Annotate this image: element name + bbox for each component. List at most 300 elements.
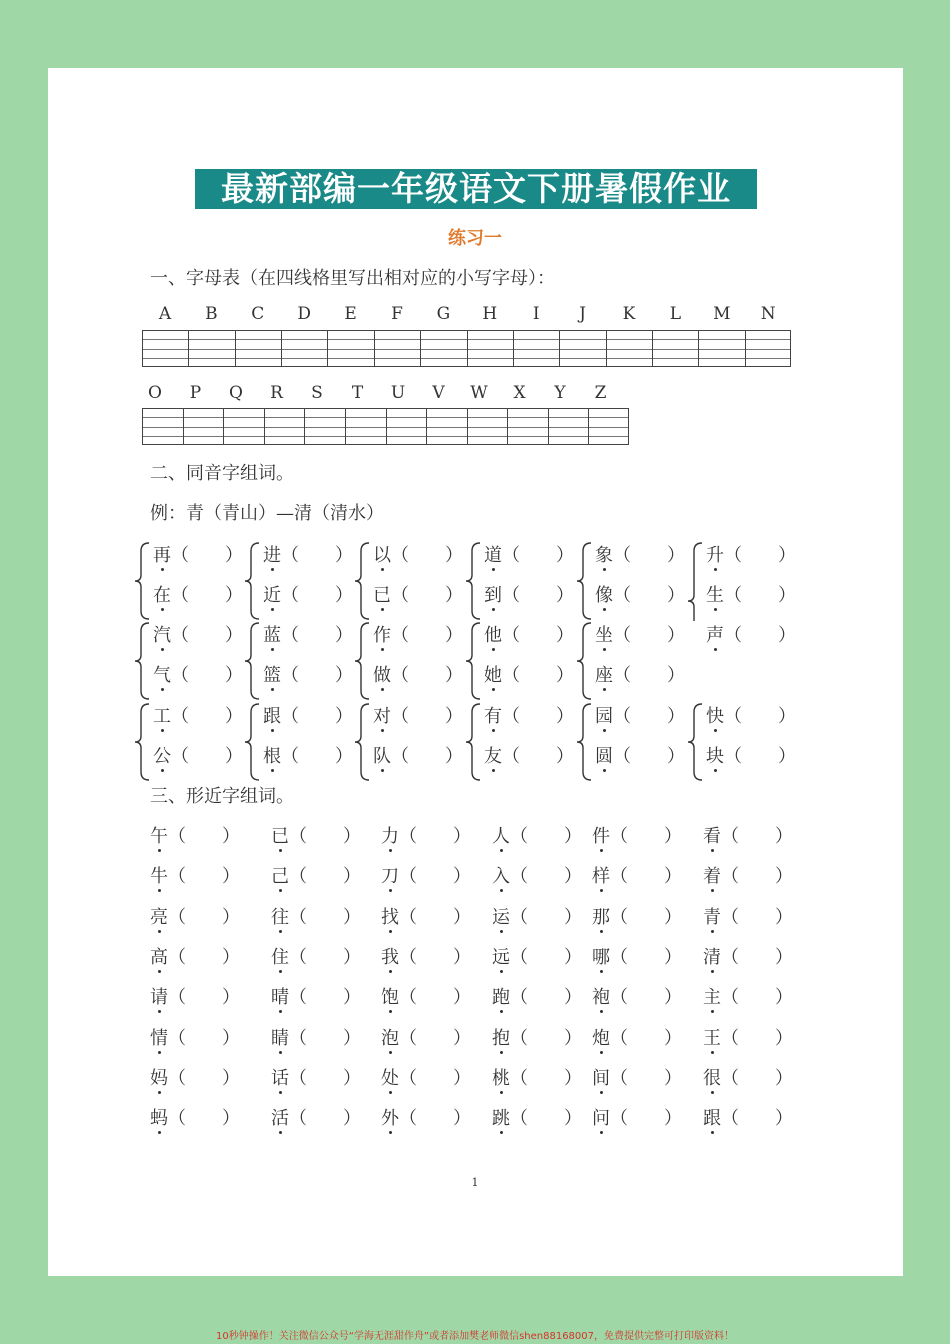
similar-char-item	[492, 1104, 582, 1130]
answer-blank[interactable]: （ ）	[281, 545, 353, 566]
answer-blank[interactable]: （ ）	[610, 1027, 682, 1049]
answer-blank[interactable]: （ ）	[721, 946, 793, 968]
answer-blank[interactable]: （ ）	[391, 545, 463, 566]
answer-blank[interactable]: （ ）	[502, 625, 574, 646]
homophone-item	[484, 702, 574, 728]
answer-blank[interactable]: （ ）	[289, 1027, 361, 1049]
answer-blank[interactable]: （ ）	[610, 906, 682, 928]
letter-label: P	[189, 383, 202, 403]
target-char: 桃	[492, 1064, 510, 1090]
grid-cell-divider	[426, 409, 427, 444]
homophone-item	[595, 541, 685, 567]
curly-brace-icon	[133, 702, 151, 782]
target-char: 活	[271, 1104, 289, 1130]
similar-char-item	[703, 943, 793, 969]
letter-label: B	[205, 304, 218, 324]
target-char: 住	[271, 943, 289, 969]
answer-blank[interactable]: （ ）	[399, 987, 471, 1009]
homophone-item	[484, 541, 574, 567]
answer-blank[interactable]: （ ）	[502, 585, 574, 606]
target-char: 在	[153, 581, 171, 607]
similar-char-item	[271, 903, 361, 929]
target-char: 园	[595, 702, 613, 728]
homophone-item	[373, 702, 463, 728]
similar-char-item	[492, 903, 582, 929]
grid-cell-divider	[281, 331, 282, 366]
target-char: 找	[381, 903, 399, 929]
similar-char-item	[703, 1104, 793, 1130]
four-line-grid-1[interactable]	[142, 330, 791, 367]
curly-brace-icon	[243, 541, 261, 621]
homophone-item	[484, 742, 574, 768]
answer-blank[interactable]: （ ）	[510, 866, 582, 888]
homophone-pair	[133, 541, 243, 621]
target-char: 青	[703, 903, 721, 929]
answer-blank[interactable]: （ ）	[399, 1108, 471, 1130]
grid-cell-divider	[698, 331, 699, 366]
homophone-pair	[133, 702, 243, 782]
answer-blank[interactable]: （ ）	[168, 1027, 240, 1049]
answer-blank[interactable]: （ ）	[289, 987, 361, 1009]
curly-brace-icon	[575, 541, 593, 621]
curly-brace-icon	[575, 702, 593, 782]
target-char: 泡	[381, 1024, 399, 1050]
homophone-item	[153, 742, 243, 768]
example-line: 例：青（青山）—清（清水）	[150, 503, 384, 524]
target-char: 气	[153, 661, 171, 687]
target-char: 象	[595, 541, 613, 567]
homophone-pair	[464, 702, 574, 782]
answer-blank[interactable]: （ ）	[721, 866, 793, 888]
homophone-pair	[353, 621, 463, 701]
answer-blank[interactable]: （ ）	[281, 585, 353, 606]
answer-blank[interactable]: （ ）	[171, 665, 243, 686]
target-char: 公	[153, 742, 171, 768]
target-char: 近	[263, 581, 281, 607]
answer-blank[interactable]: （ ）	[721, 1108, 793, 1130]
homophone-item	[263, 541, 353, 567]
homophone-item	[595, 702, 685, 728]
homophone-item	[263, 661, 353, 687]
homophone-pair	[243, 621, 353, 701]
target-char: 问	[592, 1104, 610, 1130]
answer-blank[interactable]: （ ）	[289, 1067, 361, 1089]
homophone-item	[373, 661, 463, 687]
grid-cell-divider	[235, 331, 236, 366]
target-char: 蚂	[150, 1104, 168, 1130]
target-char: 入	[492, 862, 510, 888]
homophone-item	[706, 702, 796, 728]
answer-blank[interactable]: （ ）	[289, 1108, 361, 1130]
target-char: 情	[150, 1024, 168, 1050]
grid-cell-divider	[304, 409, 305, 444]
curly-brace-icon	[464, 702, 482, 782]
homophone-item	[595, 621, 685, 647]
target-char: 睛	[271, 1024, 289, 1050]
answer-blank[interactable]: （ ）	[171, 545, 243, 566]
target-char: 汽	[153, 621, 171, 647]
homophone-item	[153, 661, 243, 687]
answer-blank[interactable]: （ ）	[171, 706, 243, 727]
grid-cell-divider	[606, 331, 607, 366]
grid-cell-divider	[652, 331, 653, 366]
grid-cell-divider	[559, 331, 560, 366]
similar-char-item	[592, 1024, 682, 1050]
target-char: 力	[381, 822, 399, 848]
answer-blank[interactable]: （ ）	[399, 906, 471, 928]
curly-brace-icon	[686, 702, 704, 782]
similar-char-item	[150, 943, 240, 969]
similar-char-item	[592, 1064, 682, 1090]
answer-blank[interactable]: （ ）	[510, 1027, 582, 1049]
target-char: 刀	[381, 862, 399, 888]
similar-char-item	[150, 1104, 240, 1130]
curly-brace-icon	[243, 621, 261, 701]
answer-blank[interactable]: （ ）	[391, 665, 463, 686]
homophone-pair	[686, 541, 796, 661]
similar-char-item	[271, 1064, 361, 1090]
homophone-item	[263, 581, 353, 607]
answer-blank[interactable]: （ ）	[171, 746, 243, 767]
answer-blank[interactable]: （ ）	[510, 946, 582, 968]
homophone-item	[595, 742, 685, 768]
similar-char-item	[703, 1024, 793, 1050]
target-char: 到	[484, 581, 502, 607]
similar-char-item	[150, 1064, 240, 1090]
letter-label: Z	[594, 383, 607, 403]
exercise-subtitle: 练习一	[448, 228, 502, 249]
target-char: 再	[153, 541, 171, 567]
target-char: 道	[484, 541, 502, 567]
answer-blank[interactable]: （ ）	[613, 545, 685, 566]
target-char: 她	[484, 661, 502, 687]
answer-blank[interactable]: （ ）	[721, 1067, 793, 1089]
target-char: 升	[706, 541, 724, 567]
grid-cell-divider	[513, 331, 514, 366]
homophone-item	[595, 661, 685, 687]
similar-char-item	[150, 1024, 240, 1050]
answer-blank[interactable]: （ ）	[610, 987, 682, 1009]
letter-label: G	[436, 304, 451, 324]
target-char: 工	[153, 702, 171, 728]
homophone-item	[373, 742, 463, 768]
answer-blank[interactable]: （ ）	[289, 946, 361, 968]
target-char: 请	[150, 983, 168, 1009]
footer-notice: 10秒钟操作！关注微信公众号“学海无涯甜作舟”或者添加樊老师微信shen88168007，免费提供完整可打印版资料！	[215, 1331, 735, 1342]
homophone-item	[706, 742, 796, 768]
grid-cell-divider	[507, 409, 508, 444]
homophone-item	[373, 541, 463, 567]
curly-brace-icon	[686, 541, 704, 621]
curly-brace-icon	[353, 541, 371, 621]
letters-row-2	[0, 383, 950, 405]
answer-blank[interactable]: （ ）	[613, 706, 685, 727]
similar-char-item	[271, 862, 361, 888]
letter-label: O	[148, 383, 162, 403]
similar-char-item	[381, 822, 471, 848]
target-char: 跳	[492, 1104, 510, 1130]
letter-label: R	[270, 383, 283, 403]
target-char: 间	[592, 1064, 610, 1090]
answer-blank[interactable]: （ ）	[281, 625, 353, 646]
target-char: 跟	[703, 1104, 721, 1130]
letter-label: I	[532, 304, 540, 324]
homophone-pair	[575, 621, 685, 701]
similar-char-item	[592, 862, 682, 888]
homophone-item	[153, 702, 243, 728]
similar-char-item	[381, 983, 471, 1009]
letter-label: N	[760, 304, 776, 324]
letter-label: L	[669, 304, 682, 324]
homophone-item	[373, 581, 463, 607]
target-char: 炮	[592, 1024, 610, 1050]
homophone-pair	[243, 702, 353, 782]
answer-blank[interactable]: （ ）	[289, 906, 361, 928]
target-char: 话	[271, 1064, 289, 1090]
answer-blank[interactable]: （ ）	[724, 746, 796, 767]
target-char: 对	[373, 702, 391, 728]
similar-char-item	[492, 983, 582, 1009]
similar-char-item	[150, 862, 240, 888]
similar-char-item	[703, 903, 793, 929]
answer-blank[interactable]: （ ）	[168, 1067, 240, 1089]
target-char: 圆	[595, 742, 613, 768]
homophone-pair	[575, 541, 685, 621]
target-char: 生	[706, 581, 724, 607]
grid-cell-divider	[467, 331, 468, 366]
similar-char-item	[150, 822, 240, 848]
answer-blank[interactable]: （ ）	[168, 987, 240, 1009]
worksheet-title: 最新部编一年级语文下册暑假作业	[195, 169, 757, 209]
answer-blank[interactable]: （ ）	[171, 585, 243, 606]
similar-char-item	[271, 1104, 361, 1130]
section-1-heading: 一、字母表（在四线格里写出相对应的小写字母）：	[150, 268, 555, 289]
answer-blank[interactable]: （ ）	[289, 866, 361, 888]
target-char: 队	[373, 742, 391, 768]
grid-cell-divider	[183, 409, 184, 444]
answer-blank[interactable]: （ ）	[502, 706, 574, 727]
target-char: 已	[373, 581, 391, 607]
letter-label: Y	[554, 383, 566, 403]
answer-blank[interactable]: （ ）	[510, 906, 582, 928]
answer-blank[interactable]: （ ）	[168, 906, 240, 928]
answer-blank[interactable]: （ ）	[391, 585, 463, 606]
letters-row-1	[0, 304, 950, 326]
answer-blank[interactable]: （ ）	[281, 706, 353, 727]
target-char: 主	[703, 983, 721, 1009]
answer-blank[interactable]: （ ）	[610, 1108, 682, 1130]
curly-brace-icon	[353, 621, 371, 701]
target-char: 运	[492, 903, 510, 929]
letter-label: K	[622, 304, 636, 324]
letter-label: T	[351, 383, 364, 403]
page-number: 1	[471, 1176, 479, 1189]
answer-blank[interactable]: （ ）	[502, 746, 574, 767]
answer-blank[interactable]: （ ）	[510, 987, 582, 1009]
answer-blank[interactable]: （ ）	[168, 826, 240, 847]
homophone-item	[263, 621, 353, 647]
similar-char-item	[381, 1104, 471, 1130]
target-char: 以	[373, 541, 391, 567]
target-char: 快	[706, 702, 724, 728]
target-char: 袍	[592, 983, 610, 1009]
similar-char-item	[592, 983, 682, 1009]
target-char: 牛	[150, 862, 168, 888]
grid-cell-divider	[548, 409, 549, 444]
answer-blank[interactable]: （ ）	[399, 826, 471, 847]
similar-char-item	[381, 903, 471, 929]
answer-blank[interactable]: （ ）	[613, 625, 685, 646]
target-char: 声	[706, 621, 724, 647]
curly-brace-icon	[133, 541, 151, 621]
answer-blank[interactable]: （ ）	[289, 826, 361, 847]
target-char: 远	[492, 943, 510, 969]
homophone-pair	[353, 702, 463, 782]
target-char: 往	[271, 903, 289, 929]
curly-brace-icon	[464, 621, 482, 701]
letter-label: D	[297, 304, 311, 324]
answer-blank[interactable]: （ ）	[510, 1067, 582, 1089]
target-char: 蓝	[263, 621, 281, 647]
similar-char-item	[492, 862, 582, 888]
homophone-item	[706, 621, 796, 647]
answer-blank[interactable]: （ ）	[724, 585, 796, 606]
answer-blank[interactable]: （ ）	[281, 746, 353, 767]
letter-label: W	[470, 383, 488, 403]
target-char: 王	[703, 1024, 721, 1050]
grid-cell-divider	[345, 409, 346, 444]
target-char: 高	[150, 943, 168, 969]
letter-label: Q	[229, 383, 243, 403]
answer-blank[interactable]: （ ）	[168, 866, 240, 888]
letter-label: S	[311, 383, 323, 403]
grid-cell-divider	[223, 409, 224, 444]
homophone-item	[153, 541, 243, 567]
homophone-item	[484, 661, 574, 687]
target-char: 座	[595, 661, 613, 687]
answer-blank[interactable]: （ ）	[502, 665, 574, 686]
answer-blank[interactable]: （ ）	[721, 987, 793, 1009]
homophone-item	[706, 541, 796, 567]
answer-blank[interactable]: （ ）	[724, 545, 796, 566]
target-char: 那	[592, 903, 610, 929]
similar-char-item	[381, 862, 471, 888]
target-char: 外	[381, 1104, 399, 1130]
similar-char-item	[703, 1064, 793, 1090]
target-char: 跟	[263, 702, 281, 728]
answer-blank[interactable]: （ ）	[613, 585, 685, 606]
similar-char-item	[150, 983, 240, 1009]
answer-blank[interactable]: （ ）	[613, 746, 685, 767]
curly-brace-icon	[575, 621, 593, 701]
target-char: 块	[706, 742, 724, 768]
homophone-item	[706, 581, 796, 607]
answer-blank[interactable]: （ ）	[610, 866, 682, 888]
answer-blank[interactable]: （ ）	[610, 1067, 682, 1089]
target-char: 他	[484, 621, 502, 647]
homophone-item	[484, 581, 574, 607]
letter-label: H	[482, 304, 498, 324]
answer-blank[interactable]: （ ）	[510, 826, 582, 847]
answer-blank[interactable]: （ ）	[724, 625, 796, 646]
target-char: 坐	[595, 621, 613, 647]
target-char: 像	[595, 581, 613, 607]
similar-char-item	[492, 943, 582, 969]
grid-cell-divider	[745, 331, 746, 366]
similar-char-item	[592, 903, 682, 929]
target-char: 处	[381, 1064, 399, 1090]
answer-blank[interactable]: （ ）	[168, 946, 240, 968]
curly-brace-icon	[133, 621, 151, 701]
curly-brace-icon	[464, 541, 482, 621]
section-3-heading: 三、形近字组词。	[150, 786, 294, 807]
answer-blank[interactable]: （ ）	[391, 746, 463, 767]
target-char: 根	[263, 742, 281, 768]
answer-blank[interactable]: （ ）	[613, 665, 685, 686]
answer-blank[interactable]: （ ）	[171, 625, 243, 646]
answer-blank[interactable]: （ ）	[399, 866, 471, 888]
grid-cell-divider	[386, 409, 387, 444]
similar-char-item	[703, 822, 793, 848]
homophone-item	[484, 621, 574, 647]
similar-char-item	[271, 943, 361, 969]
similar-char-item	[271, 822, 361, 848]
answer-blank[interactable]: （ ）	[721, 1027, 793, 1049]
answer-blank[interactable]: （ ）	[721, 826, 793, 847]
grid-cell-divider	[374, 331, 375, 366]
answer-blank[interactable]: （ ）	[391, 625, 463, 646]
answer-blank[interactable]: （ ）	[399, 946, 471, 968]
answer-blank[interactable]: （ ）	[399, 1067, 471, 1089]
four-line-grid-2[interactable]	[142, 408, 629, 445]
target-char: 妈	[150, 1064, 168, 1090]
grid-cell-divider	[467, 409, 468, 444]
section-2-heading: 二、同音字组词。	[150, 463, 294, 484]
target-char: 作	[373, 621, 391, 647]
similar-char-item	[492, 822, 582, 848]
target-char: 抱	[492, 1024, 510, 1050]
answer-blank[interactable]: （ ）	[391, 706, 463, 727]
answer-blank[interactable]: （ ）	[721, 906, 793, 928]
letter-label: X	[513, 383, 526, 403]
target-char: 很	[703, 1064, 721, 1090]
similar-char-item	[492, 1064, 582, 1090]
target-char: 饱	[381, 983, 399, 1009]
letter-label: M	[713, 304, 731, 324]
answer-blank[interactable]: （ ）	[502, 545, 574, 566]
answer-blank[interactable]: （ ）	[610, 826, 682, 847]
similar-char-item	[271, 983, 361, 1009]
target-char: 做	[373, 661, 391, 687]
answer-blank[interactable]: （ ）	[724, 706, 796, 727]
answer-blank[interactable]: （ ）	[610, 946, 682, 968]
grid-cell-divider	[188, 331, 189, 366]
grid-cell-divider	[264, 409, 265, 444]
similar-char-item	[592, 1104, 682, 1130]
grid-cell-divider	[588, 409, 589, 444]
answer-blank[interactable]: （ ）	[281, 665, 353, 686]
grid-cell-divider	[420, 331, 421, 366]
target-char: 哪	[592, 943, 610, 969]
homophone-item	[595, 581, 685, 607]
answer-blank[interactable]: （ ）	[510, 1108, 582, 1130]
answer-blank[interactable]: （ ）	[168, 1108, 240, 1130]
answer-blank[interactable]: （ ）	[399, 1027, 471, 1049]
homophone-item	[373, 621, 463, 647]
target-char: 己	[271, 862, 289, 888]
homophone-pair	[464, 541, 574, 621]
target-char: 件	[592, 822, 610, 848]
